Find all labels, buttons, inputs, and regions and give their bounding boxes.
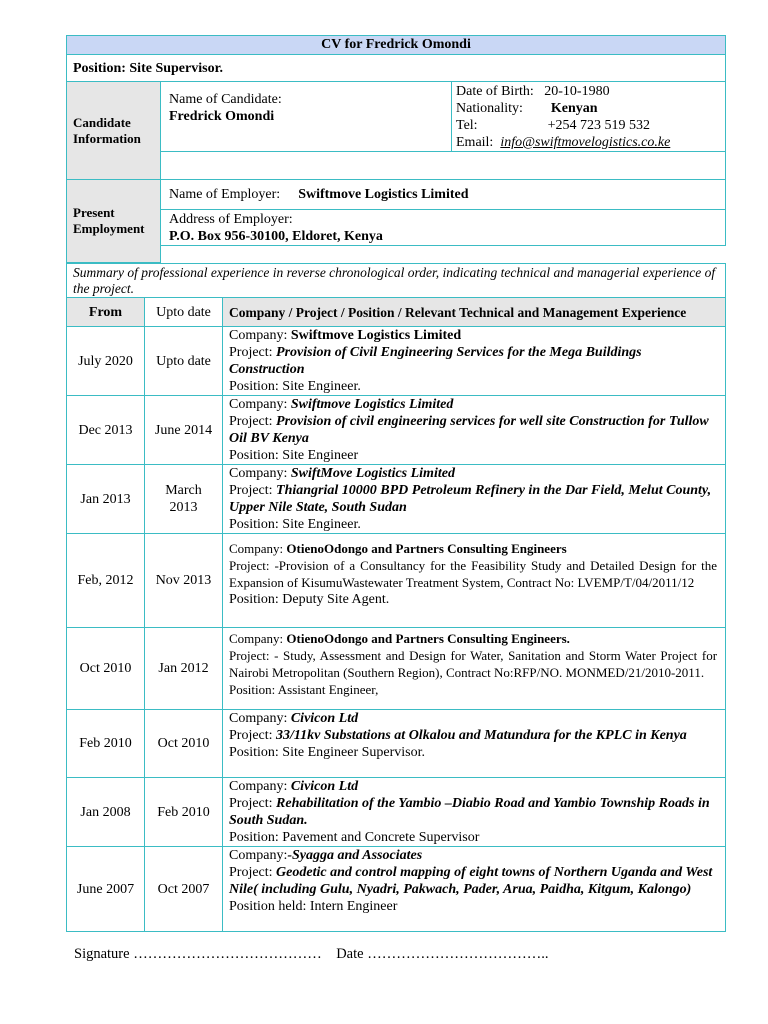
to-date: June 2014 bbox=[145, 396, 223, 465]
to-date: Oct 2007 bbox=[145, 847, 223, 932]
from-date: Jan 2013 bbox=[67, 465, 145, 534]
experience-details bbox=[223, 465, 726, 534]
employer-address-label: Address of Employer: bbox=[169, 212, 293, 227]
experience-details bbox=[223, 327, 726, 396]
nationality-value: Kenyan bbox=[550, 101, 598, 116]
header-company: Company / Project / Position / Relevant Technical and Management Experience bbox=[223, 298, 726, 327]
experience-row bbox=[67, 710, 726, 778]
employer-name-cell bbox=[161, 180, 726, 210]
project-label: Project: bbox=[229, 345, 277, 360]
tel-label: Tel: bbox=[456, 118, 478, 133]
project-label: Project: bbox=[229, 483, 277, 498]
experience-row bbox=[67, 847, 726, 932]
from-date: June 2007 bbox=[67, 847, 145, 932]
company-label: Company: bbox=[229, 631, 287, 646]
company-label: Company: bbox=[229, 466, 291, 481]
company-line bbox=[229, 465, 717, 482]
project-line bbox=[229, 864, 717, 898]
project-name: Provision of Civil Engineering Services for the Mega Buildings Construction bbox=[229, 345, 642, 377]
dob-label: Date of Birth: bbox=[456, 84, 534, 99]
to-date: Nov 2013 bbox=[145, 534, 223, 628]
position-line: Position: Site Engineer bbox=[229, 448, 359, 463]
position-line: Position: Site Engineer Supervisor. bbox=[229, 745, 425, 760]
position-line: Position held: Intern Engineer bbox=[229, 899, 398, 914]
experience-table bbox=[66, 263, 726, 932]
to-date: Oct 2010 bbox=[145, 710, 223, 778]
candidate-section-label: Candidate Information bbox=[67, 82, 161, 180]
company-label: Company: bbox=[229, 328, 291, 343]
cv-document bbox=[66, 35, 725, 932]
experience-details bbox=[223, 628, 726, 710]
experience-summary: Summary of professional experience in reverse chronological order, indicating technical and managerial experience of the project. bbox=[67, 264, 726, 298]
to-date: Upto date bbox=[145, 327, 223, 396]
project-name: - Study, Assessment and Design for Water, Sanitation and Storm Water Project for Nairobi Metropolitan (Southern Region), Contract No:RFP/NO. MONMED/21/2010-2011. bbox=[229, 648, 718, 680]
email-link[interactable]: info@swiftmovelogistics.co.ke bbox=[500, 135, 671, 150]
company-label: Company: bbox=[229, 848, 288, 863]
company-line bbox=[229, 396, 717, 413]
project-name: Geodetic and control mapping of eight towns of Northern Uganda and West Nile( including Gulu, Nyadri, Pakwach, Pader, Arua, Paidha, Kitgum, Kalongo) bbox=[229, 865, 713, 897]
nationality-row bbox=[456, 100, 719, 117]
company-line bbox=[229, 847, 717, 864]
to-date: Jan 2012 bbox=[145, 628, 223, 710]
employment-section-label: Present Employment bbox=[67, 180, 161, 263]
experience-header-row bbox=[67, 298, 726, 327]
company-name: -Syagga and Associates bbox=[287, 848, 423, 863]
project-label: Project: bbox=[229, 865, 277, 880]
from-date: Feb 2010 bbox=[67, 710, 145, 778]
project-label: Project: bbox=[229, 648, 275, 663]
position-line: Position: Site Engineer. bbox=[229, 379, 361, 394]
experience-details bbox=[223, 710, 726, 778]
experience-row bbox=[67, 396, 726, 465]
candidate-empty-row bbox=[161, 152, 726, 180]
experience-details bbox=[223, 534, 726, 628]
company-name: Civicon Ltd bbox=[290, 711, 359, 726]
project-label: Project: bbox=[229, 796, 277, 811]
tel-value: +254 723 519 532 bbox=[547, 118, 650, 133]
header-table bbox=[66, 35, 726, 263]
project-line bbox=[229, 482, 717, 516]
company-line bbox=[229, 540, 717, 557]
project-name: Provision of civil engineering services for well site Construction for Tullow Oil BV Kenya bbox=[229, 414, 709, 446]
company-name: OtienoOdongo and Partners Consulting Engineers. bbox=[286, 631, 570, 646]
company-line bbox=[229, 327, 717, 344]
company-name: Civicon Ltd bbox=[290, 779, 359, 794]
project-label: Project: bbox=[229, 728, 277, 743]
employer-name-label: Name of Employer: bbox=[169, 187, 281, 202]
experience-details bbox=[223, 847, 726, 932]
project-line bbox=[229, 795, 717, 829]
experience-row bbox=[67, 534, 726, 628]
project-label: Project: bbox=[229, 558, 275, 573]
company-label: Company: bbox=[229, 541, 287, 556]
company-line bbox=[229, 630, 717, 647]
project-line bbox=[229, 344, 717, 378]
employment-spacer bbox=[161, 246, 726, 263]
candidate-name-value: Fredrick Omondi bbox=[169, 109, 275, 124]
position-line: Position: Deputy Site Agent. bbox=[229, 592, 390, 607]
from-date: Dec 2013 bbox=[67, 396, 145, 465]
nationality-label: Nationality: bbox=[456, 101, 523, 116]
employer-name-value: Swiftmove Logistics Limited bbox=[298, 187, 469, 202]
company-label: Company: bbox=[229, 779, 291, 794]
employer-address-cell bbox=[161, 210, 726, 246]
experience-details bbox=[223, 396, 726, 465]
header-upto: Upto date bbox=[145, 298, 223, 327]
project-name: Thiangrial 10000 BPD Petroleum Refinery in the Dar Field, Melut County, Upper Nile State, South Sudan bbox=[229, 483, 712, 515]
header-from: From bbox=[67, 298, 145, 327]
project-name: Rehabilitation of the Yambio –Diabio Road and Yambio Township Roads in South Sudan. bbox=[229, 796, 710, 828]
email-row bbox=[456, 134, 719, 151]
from-date: July 2020 bbox=[67, 327, 145, 396]
dob-row bbox=[456, 83, 719, 100]
position-line: Position: Pavement and Concrete Supervisor bbox=[229, 830, 480, 845]
candidate-name-label: Name of Candidate: bbox=[169, 92, 282, 107]
experience-row bbox=[67, 778, 726, 847]
project-line bbox=[229, 647, 717, 681]
cv-title: CV for Fredrick Omondi bbox=[67, 36, 726, 55]
to-date: March 2013 bbox=[145, 465, 223, 534]
from-date: Oct 2010 bbox=[67, 628, 145, 710]
experience-row bbox=[67, 628, 726, 710]
dob-value: 20-10-1980 bbox=[544, 84, 610, 99]
company-label: Company: bbox=[229, 397, 291, 412]
experience-row bbox=[67, 327, 726, 396]
from-date: Feb, 2012 bbox=[67, 534, 145, 628]
signature-date-line: Signature ………………………………… Date ……………………………….. bbox=[74, 946, 549, 962]
company-line bbox=[229, 710, 717, 727]
company-name: OtienoOdongo and Partners Consulting Engineers bbox=[286, 541, 567, 556]
company-name: Swiftmove Logistics Limited bbox=[290, 397, 454, 412]
company-line bbox=[229, 778, 717, 795]
tel-row bbox=[456, 117, 719, 134]
project-name: -Provision of a Consultancy for the Feasibility Study and Detailed Design for the Expansion of KisumuWastewater Treatment System, Contract No: LVEMP/T/04/2011/12 bbox=[229, 558, 718, 590]
company-label: Company: bbox=[229, 711, 291, 726]
project-line bbox=[229, 727, 717, 744]
project-name: 33/11kv Substations at Olkalou and Matundura for the KPLC in Kenya bbox=[276, 728, 687, 743]
to-date: Feb 2010 bbox=[145, 778, 223, 847]
candidate-details-cell bbox=[452, 82, 726, 152]
experience-row bbox=[67, 465, 726, 534]
from-date: Jan 2008 bbox=[67, 778, 145, 847]
candidate-name-cell bbox=[161, 82, 452, 152]
project-line bbox=[229, 413, 717, 447]
project-label: Project: bbox=[229, 414, 277, 429]
company-name: Swiftmove Logistics Limited bbox=[290, 328, 462, 343]
position-line: Position: Assistant Engineer, bbox=[229, 682, 379, 697]
project-line bbox=[229, 557, 717, 591]
position-line: Position: Site Engineer. bbox=[229, 517, 361, 532]
email-label: Email: bbox=[456, 135, 494, 150]
company-name: SwiftMove Logistics Limited bbox=[290, 466, 455, 481]
employer-address-value: P.O. Box 956-30100, Eldoret, Kenya bbox=[169, 229, 383, 244]
position-line: Position: Site Supervisor. bbox=[67, 55, 726, 82]
experience-details bbox=[223, 778, 726, 847]
